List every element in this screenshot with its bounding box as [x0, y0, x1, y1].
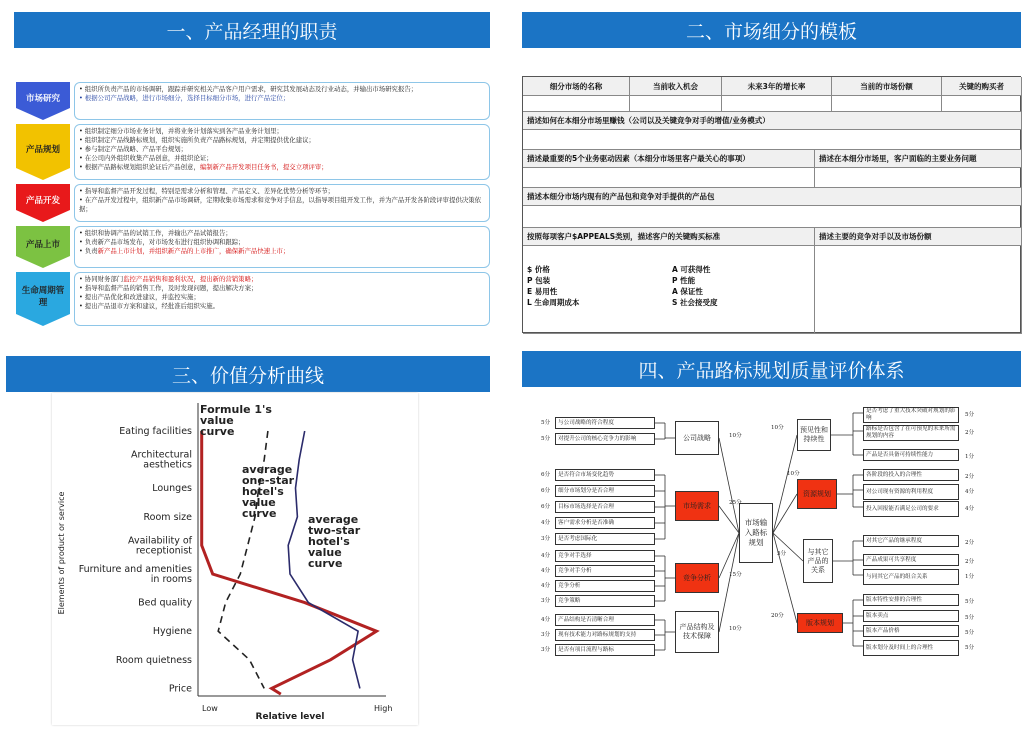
right-score: 4分 [965, 489, 975, 495]
right-item: 版本划分及时间上的合理性 [863, 640, 959, 656]
factor-label: Room size [143, 511, 192, 523]
pm-row [14, 272, 490, 326]
left-item: 是否符合市场变化趋势 [555, 469, 655, 481]
curve-label: average [308, 513, 359, 526]
right-score: 5分 [965, 412, 975, 418]
template-row-label: 描述在本细分市场里，客户面临的主要业务问题 [815, 150, 1022, 168]
template-header-cell: 关键的购买者 [942, 77, 1022, 96]
right-item: 投入回报能否满足公司的要求 [863, 501, 959, 517]
left-score: 6分 [541, 472, 551, 478]
left-score: 3分 [541, 647, 551, 653]
right-score: 4分 [965, 506, 975, 512]
pm-row [14, 124, 490, 180]
right-item: 对公司现有资源的利用程度 [863, 484, 959, 500]
pm-stage-description [74, 226, 490, 268]
curve-label: curve [200, 425, 235, 438]
appeals-item: A 可获得性 [672, 265, 711, 274]
left-item: 竞争分析 [555, 580, 655, 592]
right-item: 版本特性安排的合理性 [863, 594, 959, 606]
left-item: 是否考虑国际化 [555, 533, 655, 545]
pm-stage-chevron [14, 272, 72, 326]
right-score: 1分 [965, 454, 975, 460]
curve-label: hotel's [242, 485, 284, 498]
template-empty-cell [815, 168, 1022, 188]
curve-label: one-star [242, 474, 295, 487]
left-item: 客户需求分析是否准确 [555, 517, 655, 529]
quality-evaluation-diagram [535, 403, 987, 667]
pm-stage-description [74, 184, 490, 222]
curve-label: curve [242, 507, 277, 520]
category-score: 10分 [771, 425, 784, 431]
pm-stage-description [74, 124, 490, 180]
left-item: 对提升公司的核心竞争力的影响 [555, 433, 655, 445]
curve-label: average [242, 463, 293, 476]
factor-label: in rooms [150, 574, 192, 585]
pm-row [14, 184, 490, 222]
pm-stage-label: 产品开发 [25, 196, 60, 206]
factor-label: Lounges [152, 483, 192, 495]
curve-label: Formule 1's [200, 403, 272, 416]
center-node: 市场输入路标规划 [739, 503, 773, 563]
pm-stage-label: 市场研究 [25, 94, 60, 104]
market-segment-template [522, 76, 1021, 333]
right-item: 版本卖点 [863, 610, 959, 622]
pm-bullet: • 组织所负责产品的市场调研，跟踪并研究相关产品客户用户需求，研究其发展动态及行业动态，并输出市场研究报告； [79, 85, 418, 93]
left-item: 细分市场划分是否合理 [555, 485, 655, 497]
category-score: 25分 [729, 500, 742, 506]
section-header-2: 二、市场细分的模板 [522, 12, 1021, 48]
template-row-label: 描述本细分市场内现有的产品包和竞争对手提供的产品包 [523, 188, 1022, 206]
appeals-right [672, 264, 718, 308]
category-score: 10分 [787, 471, 800, 477]
pm-row [14, 82, 490, 120]
pm-stage-label: 生命周期管理 [21, 286, 65, 308]
pm-bullet: • 指导和监督产品的销售工作，及时发现问题，提出解决方案； [79, 284, 258, 292]
section-header-3: 三、价值分析曲线 [6, 356, 490, 392]
right-score: 5分 [965, 615, 975, 621]
connector [773, 494, 797, 533]
right-score: 2分 [965, 540, 975, 546]
pm-stage-chevron [14, 184, 72, 222]
left-item: 目标市场选择是否合理 [555, 501, 655, 513]
category-node: 产品结构及技术保障 [675, 611, 719, 653]
appeals-item: $ 价格 [527, 265, 550, 274]
connector [719, 438, 739, 533]
pm-bullet: • 在产品开发过程中，组织新产品市场调研，定期收集市场需求和竞争对手信息，以指导项目组开发工作，并为产品开发各阶段评审提供决策依据； [79, 196, 482, 213]
right-item: 与同其它产品的组合关系 [863, 569, 959, 585]
right-score: 1分 [965, 574, 975, 580]
factor-label: Eating facilities [119, 426, 192, 437]
connector [773, 435, 797, 533]
template-empty-cell [523, 168, 815, 188]
pm-bullet: • 协同财务部门监控产品销售和盈利状况，提出新的营销策略； [79, 275, 258, 283]
right-item: 路标是否包含了在可预见的未来所需规划的内容 [863, 425, 959, 441]
right-item: 产品成果可共享程度 [863, 554, 959, 566]
pm-bullet: • 指导和监督产品开发过程，特别是需求分析和管理、产品定义、差异化优势分析等环节； [79, 187, 335, 195]
pm-bullet: • 提出产品退市方案和建议，经批准后组织实施。 [79, 302, 220, 310]
pm-stage-chevron [14, 226, 72, 268]
appeals-cell [523, 246, 815, 334]
pm-bullet: • 负责新产品上市计划，并组织新产品的上市推广，确保新产品快速上市； [79, 247, 290, 255]
curve-label: two-star [308, 524, 361, 537]
left-score: 4分 [541, 553, 551, 559]
value-curve-panel [52, 393, 418, 725]
pm-bullet: • 根据产品路标规划组织论证后产品创意，编制新产品开发项目任务书，提交立项评审； [79, 163, 328, 171]
category-score: 15分 [729, 572, 742, 578]
template-row-label: 描述主要的竞争对手以及市场份额 [815, 228, 1022, 246]
factor-label: Hygiene [152, 626, 192, 638]
left-item: 竞争对手分析 [555, 565, 655, 577]
pm-bullet: • 组织和协调产品的试销工作，并输出产品试销报告； [79, 229, 232, 237]
template-empty-cell [523, 96, 630, 112]
left-score: 6分 [541, 504, 551, 510]
template-header-cell: 细分市场的名称 [523, 77, 630, 96]
pm-stage-description [74, 272, 490, 326]
category-score: 20分 [771, 613, 784, 619]
curve-label: hotel's [308, 535, 350, 548]
pm-bullet: • 参与制定产品战略、产品平台规划； [79, 145, 188, 153]
template-empty-cell [722, 96, 832, 112]
factor-label: Availability of [128, 535, 192, 547]
pm-bullet: • 在公司内外组织收集产品创意，并组织论证； [79, 154, 213, 162]
pm-stage-chevron [14, 82, 72, 120]
right-score: 2分 [965, 559, 975, 565]
right-item: 是否考虑了重大技术突破对规划的影响 [863, 407, 959, 423]
x-high-label: High [374, 704, 393, 713]
right-score: 5分 [965, 645, 975, 651]
category-node: 版本规划 [797, 613, 843, 633]
right-score: 2分 [965, 474, 975, 480]
pm-stage-description [74, 82, 490, 120]
pm-bullet: • 提出产品优化和改进建议，并监控实施； [79, 293, 200, 301]
left-score: 6分 [541, 488, 551, 494]
category-node: 市场需求 [675, 491, 719, 521]
connector [719, 533, 739, 632]
appeals-item: L 生命周期成本 [527, 298, 580, 307]
right-score: 5分 [965, 599, 975, 605]
category-score: 5分 [777, 551, 787, 557]
factor-label: receptionist [135, 545, 192, 557]
value-curve-chart [52, 393, 418, 725]
left-item: 产品结构是否清晰合理 [555, 614, 655, 626]
factor-label: Furniture and amenities [78, 564, 192, 575]
template-row-label: 按照每项客户$APPEALS类别，描述客户的关键购买标准 [523, 228, 815, 246]
appeals-item: P 包装 [527, 276, 551, 285]
pm-stage-label: 产品规划 [25, 145, 60, 155]
appeals-item: A 保证性 [672, 287, 703, 296]
right-item: 产品是否具备可持续性能力 [863, 449, 959, 461]
right-score: 5分 [965, 630, 975, 636]
template-row-label: 描述最重要的5个业务驱动因素（本细分市场里客户最关心的事项） [523, 150, 815, 168]
template-empty-cell [832, 96, 942, 112]
category-score: 10分 [729, 626, 742, 632]
x-low-label: Low [202, 704, 218, 713]
category-node: 竞争分析 [675, 563, 719, 593]
pm-stage-label: 产品上市 [25, 240, 60, 250]
category-score: 10分 [729, 433, 742, 439]
left-item: 竞争对手选择 [555, 550, 655, 562]
section-header-1: 一、产品经理的职责 [14, 12, 490, 48]
left-item: 现有技术能力对路标规划的支持 [555, 629, 655, 641]
factor-label: Architectural [131, 449, 192, 461]
category-node: 与其它产品的关系 [803, 539, 833, 583]
left-score: 3分 [541, 536, 551, 542]
appeals-item: E 易用性 [527, 287, 558, 296]
curve-label: value [200, 414, 234, 427]
curve-label: value [308, 546, 342, 559]
left-score: 4分 [541, 583, 551, 589]
factor-label: aesthetics [143, 459, 192, 471]
left-item: 与公司战略的符合程度 [555, 417, 655, 429]
left-score: 5分 [541, 420, 551, 426]
left-score: 4分 [541, 520, 551, 526]
left-score: 4分 [541, 617, 551, 623]
left-score: 3分 [541, 598, 551, 604]
pm-bullet: • 根据公司产品战略，进行市场细分，选择目标细分市场，进行产品定位； [79, 94, 290, 102]
appeals-left [527, 264, 672, 308]
section-header-4: 四、产品路标规划质量评价体系 [522, 351, 1021, 387]
curve-label: curve [308, 557, 343, 570]
factor-label: Room quietness [115, 654, 192, 666]
template-header-cell: 未来3年的增长率 [722, 77, 832, 96]
curve-label: value [242, 496, 276, 509]
template-header-cell: 当前的市场份额 [832, 77, 942, 96]
right-item: 版本产品价格 [863, 625, 959, 637]
pm-row [14, 226, 490, 268]
left-score: 5分 [541, 436, 551, 442]
pm-bullet: • 组织制定产品线路标规划，组织实施所负责产品路标规划，并定期提供优化建议； [79, 136, 315, 144]
template-header-cell: 当前收入机会 [630, 77, 722, 96]
pm-stage-chevron [14, 124, 72, 180]
right-item: 各阶段的投入的合理性 [863, 469, 959, 481]
left-score: 3分 [541, 632, 551, 638]
pm-bullet: • 组织制定细分市场业务计划，并将业务计划落实到各产品业务计划里； [79, 127, 283, 135]
category-node: 公司战略 [675, 421, 719, 455]
yaxis-label: Elements of product or service [57, 491, 66, 615]
right-item: 对其它产品的继承程度 [863, 535, 959, 547]
appeals-item: P 性能 [672, 276, 696, 285]
template-row-label: 描述如何在本细分市场里赚钱（公司以及关键竞争对手的增值/业务模式） [523, 112, 1022, 130]
template-empty-cell [942, 96, 1022, 112]
template-empty-cell [630, 96, 722, 112]
pm-bullet: • 负责新产品市场发布，对市场发布进行组织协调和跟踪； [79, 238, 245, 246]
category-node: 预见性和持续性 [797, 419, 831, 451]
factor-label: Price [168, 683, 192, 695]
left-item: 竞争策略 [555, 595, 655, 607]
left-item: 是否有项目流程与路标 [555, 644, 655, 656]
template-empty-cell [815, 246, 1022, 334]
left-score: 4分 [541, 568, 551, 574]
xaxis-label: Relative level [255, 712, 325, 722]
right-score: 2分 [965, 430, 975, 436]
factor-label: Bed quality [138, 597, 192, 609]
template-empty-cell [523, 130, 1022, 150]
category-node: 资源规划 [797, 479, 837, 509]
connector [773, 533, 797, 623]
appeals-item: S 社会接受度 [672, 298, 718, 307]
template-empty-cell [523, 206, 1022, 228]
